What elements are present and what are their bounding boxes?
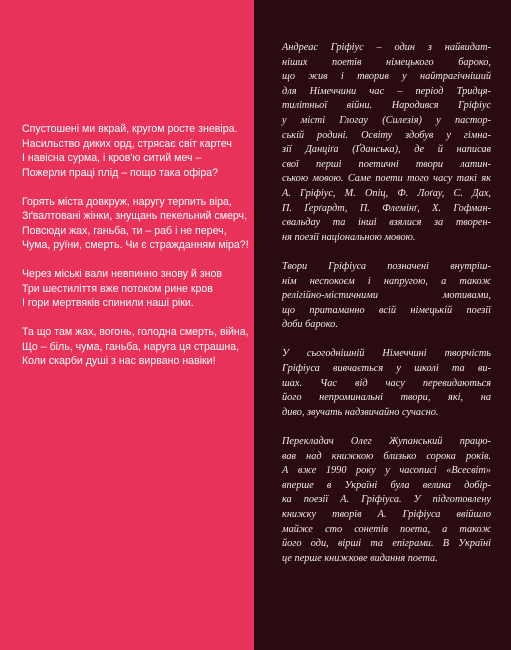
poem-line: І навісна сурма, і кров'ю ситий меч – xyxy=(22,152,202,164)
about-panel xyxy=(254,0,511,650)
poem-line: Насильство диких орд, стрясає світ картеч xyxy=(22,137,232,150)
about-line: П. Ґерґардт, П. Флемінґ, Х. Гофман- xyxy=(282,202,491,214)
poem-line: Та що там жах, вогонь, голодна смерть, війна, xyxy=(22,326,249,338)
about-line: ня поезії національною мовою. xyxy=(282,231,416,243)
about-line: книжку творів А. Гріфіуса ввійшло xyxy=(282,509,491,520)
about-line: його непроминальні твори, які, на xyxy=(282,392,491,404)
about-line: у місті Глогау (Силезія) у пастор- xyxy=(282,114,491,126)
about-line: це перше книжкове видання поета. xyxy=(282,552,438,564)
about-line: Андреас Гріфіус – один з найвидат- xyxy=(282,42,491,53)
poem-stanza xyxy=(22,267,254,311)
about-line: тилітньої війни. Народився Гріфіус xyxy=(282,100,491,112)
poem-line: Зґвалтовані жінки, знущань пекельний смерч, xyxy=(22,210,248,222)
about-line: його оди, вірші та епіграми. В Україні xyxy=(282,538,491,550)
about-line: Гріфіуса вивчається у школі та ви- xyxy=(282,363,491,375)
poem-line: Коли скарби душі з нас вирвано навіки! xyxy=(22,355,216,367)
about-line: доби бароко. xyxy=(282,319,338,331)
about-line: майже сто сонетів поета, а також xyxy=(282,523,491,535)
about-line: А вже 1990 року у часописі «Всесвіт» xyxy=(282,465,491,477)
about-line: Твори Гріфіуса позначені внутріш- xyxy=(282,260,491,272)
poem-panel xyxy=(0,0,254,650)
about-line: шах. Час від часу перевидаються xyxy=(282,377,491,389)
about-line: що притаманно всій німецькій поезії xyxy=(282,304,491,316)
about-line: ській родині. Освіту здобув у гімна- xyxy=(282,129,491,141)
poem-line: Що – біль, чума, ганьба, наруга ця страшна, xyxy=(22,340,240,353)
poem-line: Три шестиліття вже потоком рине кров xyxy=(22,282,213,295)
about-line: для Німеччини час – період Тридця- xyxy=(282,85,491,97)
poem-stanza xyxy=(22,122,254,180)
poem-line: Повсюди жах, ганьба, ти – раб і не переч, xyxy=(22,224,227,237)
about-paragraph xyxy=(282,347,491,420)
about-line: що жив і творив у найтрагічніший xyxy=(282,71,491,83)
about-line: ка поезії А. Гріфіуса. У підготовлену xyxy=(282,494,491,506)
about-line: ніших поетів німецького бароко, xyxy=(282,56,491,68)
poem-stanza xyxy=(22,195,254,253)
about-line: У сьогоднішній Німеччині творчість xyxy=(282,348,491,360)
about-paragraph xyxy=(282,260,491,333)
poem-line: Чума, руїни, смерть. Чи є стражданням міра?! xyxy=(22,239,249,251)
about-line: зії Данціґа (Ґданська), де й написав xyxy=(282,144,491,156)
poem-line: Спустошені ми вкрай, кругом росте зневіра. xyxy=(22,123,238,135)
about-line: свальдау та інші взялися за творен- xyxy=(282,217,491,229)
poem-line: Через міські вали невпинно знову й знов xyxy=(22,268,223,280)
about-line: нім неспокоєм і напругою, а також xyxy=(282,275,491,287)
poem-line: Горять міста довкруж, наругу терпить віра, xyxy=(22,195,232,208)
about-line: А. Гріфіус, М. Опіц, Ф. Лоґау, С. Дах, xyxy=(282,187,491,199)
about-line: ською мовою. Саме поети того часу такі як xyxy=(282,173,491,185)
about-line: релігійно-містичними мотивами, xyxy=(282,290,491,302)
about-line: Перекладач Олег Жупанський працю- xyxy=(282,436,491,448)
about-line: вав над книжкою близько сорока років. xyxy=(282,450,491,462)
poem-line: І гори мертвяків спинили наші ріки. xyxy=(22,297,194,309)
poem-stanza xyxy=(22,325,254,369)
about-paragraph xyxy=(282,41,491,245)
about-paragraph xyxy=(282,435,491,566)
poem-line: Пожерли праці плід – пощо така офіра? xyxy=(22,166,219,179)
about-line: диво, звучать надзвичайно сучасно. xyxy=(282,406,439,418)
about-line: свої перші поетичні твори латин- xyxy=(282,158,491,170)
about-line: вперше в Україні була велика добір- xyxy=(282,479,491,491)
